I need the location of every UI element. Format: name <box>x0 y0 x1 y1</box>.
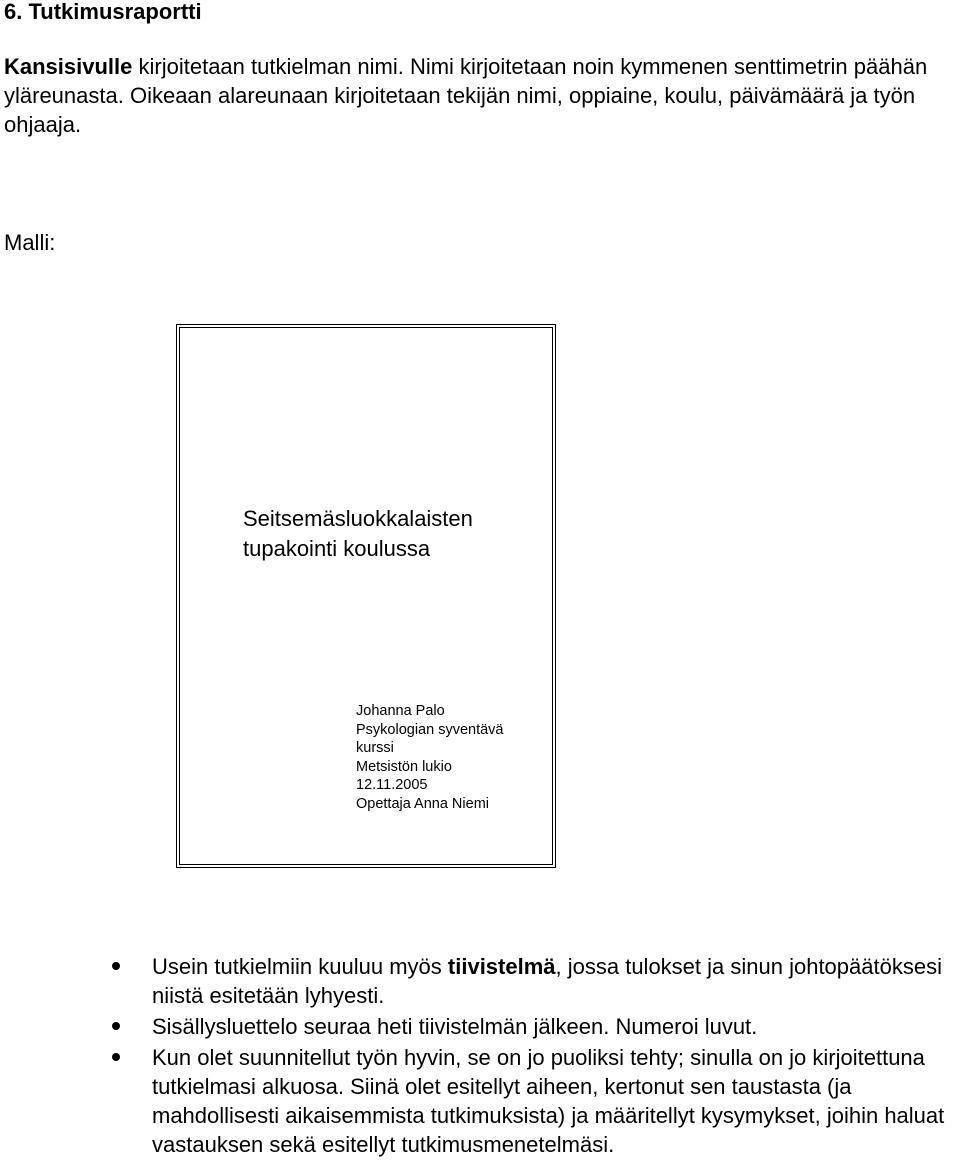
intro-paragraph <box>4 52 960 139</box>
list-item-text <box>152 1045 944 1157</box>
cover-subject: Psykologian syventävä kurssi <box>356 721 504 756</box>
cover-title-line1: Seitsemäsluokkalaisten <box>243 506 473 531</box>
cover-supervisor: Opettaja Anna Niemi <box>356 795 489 812</box>
bullet-icon <box>112 962 120 970</box>
cover-author: Johanna Palo <box>356 703 445 719</box>
cover-title-line2: tupakointi koulussa <box>243 536 431 561</box>
intro-bold-lead: Kansisivulle <box>4 54 133 79</box>
cover-date: 12.11.2005 <box>356 777 428 793</box>
bullet-text-before: Usein tutkielmiin kuuluu myös <box>152 954 448 979</box>
list-item <box>0 1012 960 1041</box>
bullet-text-before: Kun olet suunnitellut työn hyvin, se on jo puoliksi tehty; sinulla on jo kirjoitettuna tutkielmasi alkuosa. Siinä olet esitellyt aiheen, kertonut sen taustasta (ja mahdollisesti aikaisemmista tutkimuksista) ja määritellyt kysymykset, joihin haluat vastauksen sekä esitellyt tutkimusmenetelmäsi. <box>152 1045 945 1157</box>
bullet-text-bold: tiivistelmä <box>447 954 556 979</box>
bullet-icon <box>112 1022 120 1030</box>
bullet-icon <box>112 1053 120 1061</box>
list-item-text <box>152 1014 757 1039</box>
bullet-list <box>0 952 960 1161</box>
list-item <box>0 1043 960 1159</box>
list-item <box>0 952 960 1010</box>
cover-title <box>243 504 473 564</box>
bullet-text-before: Sisällysluettelo seuraa heti tiivistelmän jälkeen. Numeroi luvut. <box>152 1014 758 1039</box>
model-label: Malli: <box>4 230 56 255</box>
intro-text: kirjoitetaan tutkielman nimi. Nimi kirjoitetaan noin kymmenen senttimetrin päähän yläreunasta. Oikeaan alareunaan kirjoitetaan tekijän nimi, oppiaine, koulu, päivämäärä ja työn ohjaaja. <box>4 54 928 137</box>
list-item-text <box>152 954 942 1008</box>
cover-info <box>356 702 536 813</box>
section-heading: 6. Tutkimusraportti <box>4 0 202 24</box>
cover-school: Metsistön lukio <box>356 758 452 775</box>
bullet-text-after: , jossa tulokset ja sinun johtopäätöksesi niistä esitetään lyhyesti. <box>152 954 942 1008</box>
cover-page-example <box>176 324 556 868</box>
